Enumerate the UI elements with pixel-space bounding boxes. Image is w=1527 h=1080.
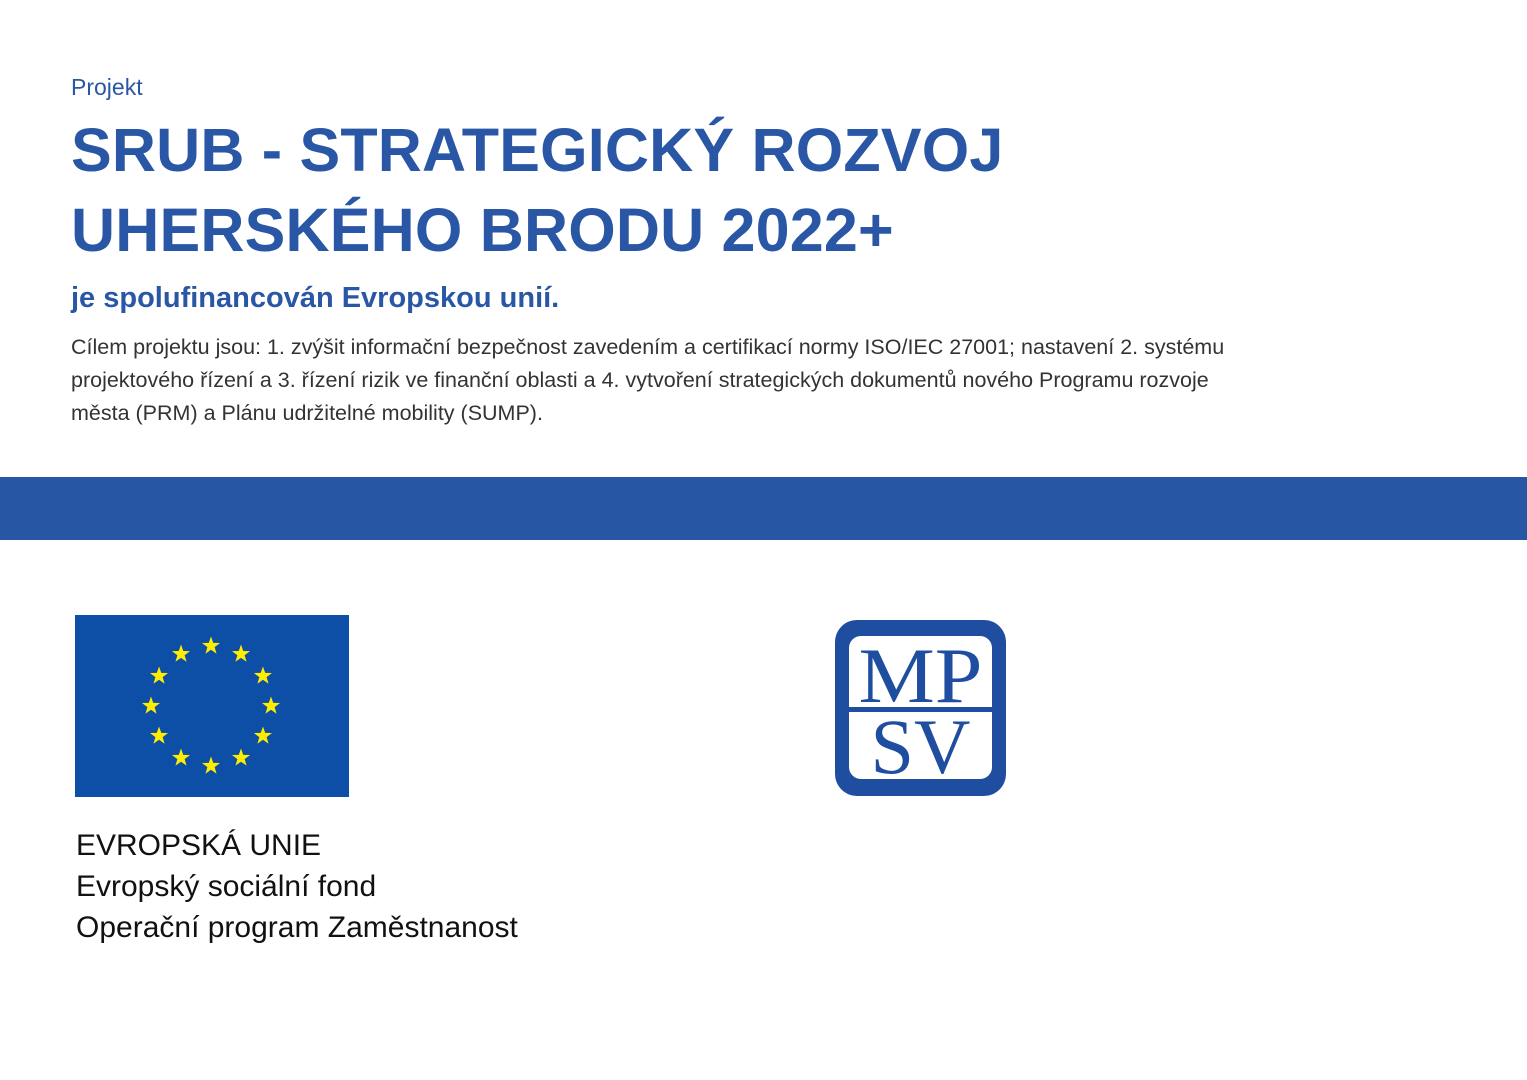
project-title (71, 110, 1371, 270)
mpsv-logo-icon (833, 618, 1008, 798)
eu-caption-line-1: EVROPSKÁ UNIE (76, 829, 322, 862)
cofinancing-statement: je spolufinancován Evropskou unií. (71, 282, 560, 314)
eu-flag-icon (75, 615, 349, 797)
blue-divider-band (0, 477, 1527, 540)
project-title-line-1: SRUB - STRATEGICKÝ ROZVOJ (71, 116, 1004, 184)
project-label: Projekt (71, 74, 143, 100)
mpsv-letters-top: MP (858, 632, 983, 719)
eu-caption-line-3: Operační program Zaměstnanost (76, 911, 518, 944)
description-line-3: města (PRM) a Plánu udržitelné mobility (SUMP). (71, 401, 543, 425)
project-description (71, 331, 1471, 430)
mpsv-letters-bottom: SV (870, 703, 971, 790)
project-title-line-2: UHERSKÉHO BRODU 2022+ (71, 196, 894, 264)
eu-caption-line-2: Evropský sociální fond (76, 870, 377, 903)
eu-caption (76, 825, 518, 948)
description-line-1: Cílem projektu jsou: 1. zvýšit informační bezpečnost zavedením a certifikací normy ISO/IEC 27001; nastavení 2. systému (71, 335, 1225, 359)
description-line-2: projektového řízení a 3. řízení rizik ve finanční oblasti a 4. vytvoření strategických dokumentů nového Programu rozvoje (71, 368, 1209, 392)
